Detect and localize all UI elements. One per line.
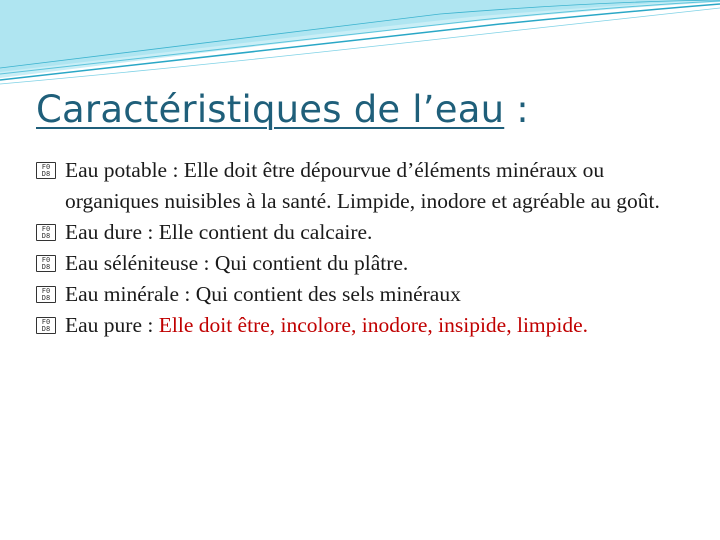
list-item-eau-seleniteuse: [36, 248, 696, 279]
list-item-eau-minerale: [36, 279, 696, 310]
header-wave-decoration: [0, 0, 720, 85]
missing-glyph-box-icon: F0 D8: [36, 317, 56, 334]
missing-glyph-box-icon: F0 D8: [36, 286, 56, 303]
list-item-text: Eau minérale : Qui contient des sels minéraux: [65, 282, 461, 306]
list-item-eau-potable: [36, 155, 696, 217]
slide-title-suffix: :: [504, 88, 529, 131]
missing-glyph-box-icon: F0 D8: [36, 255, 56, 272]
list-item-text: Eau pure :: [65, 313, 159, 337]
list-item-text: Eau potable : Elle doit être dépourvue d’éléments minéraux ou organiques nuisibles à la santé. Limpide, inodore et agréable au goût.: [65, 158, 660, 213]
list-item-text: Eau dure : Elle contient du calcaire.: [65, 220, 373, 244]
slide-title: [36, 88, 529, 131]
bullet-list: [36, 155, 696, 341]
missing-glyph-box-icon: F0 D8: [36, 224, 56, 241]
list-item-eau-pure: [36, 310, 696, 341]
list-item-highlight-text: Elle doit être, incolore, inodore, insipide, limpide.: [158, 313, 589, 337]
slide-title-main: Caractéristiques de l’eau: [36, 88, 505, 131]
list-item-text: Eau séléniteuse : Qui contient du plâtre.: [65, 251, 409, 275]
list-item-eau-dure: [36, 217, 696, 248]
missing-glyph-box-icon: F0 D8: [36, 162, 56, 179]
